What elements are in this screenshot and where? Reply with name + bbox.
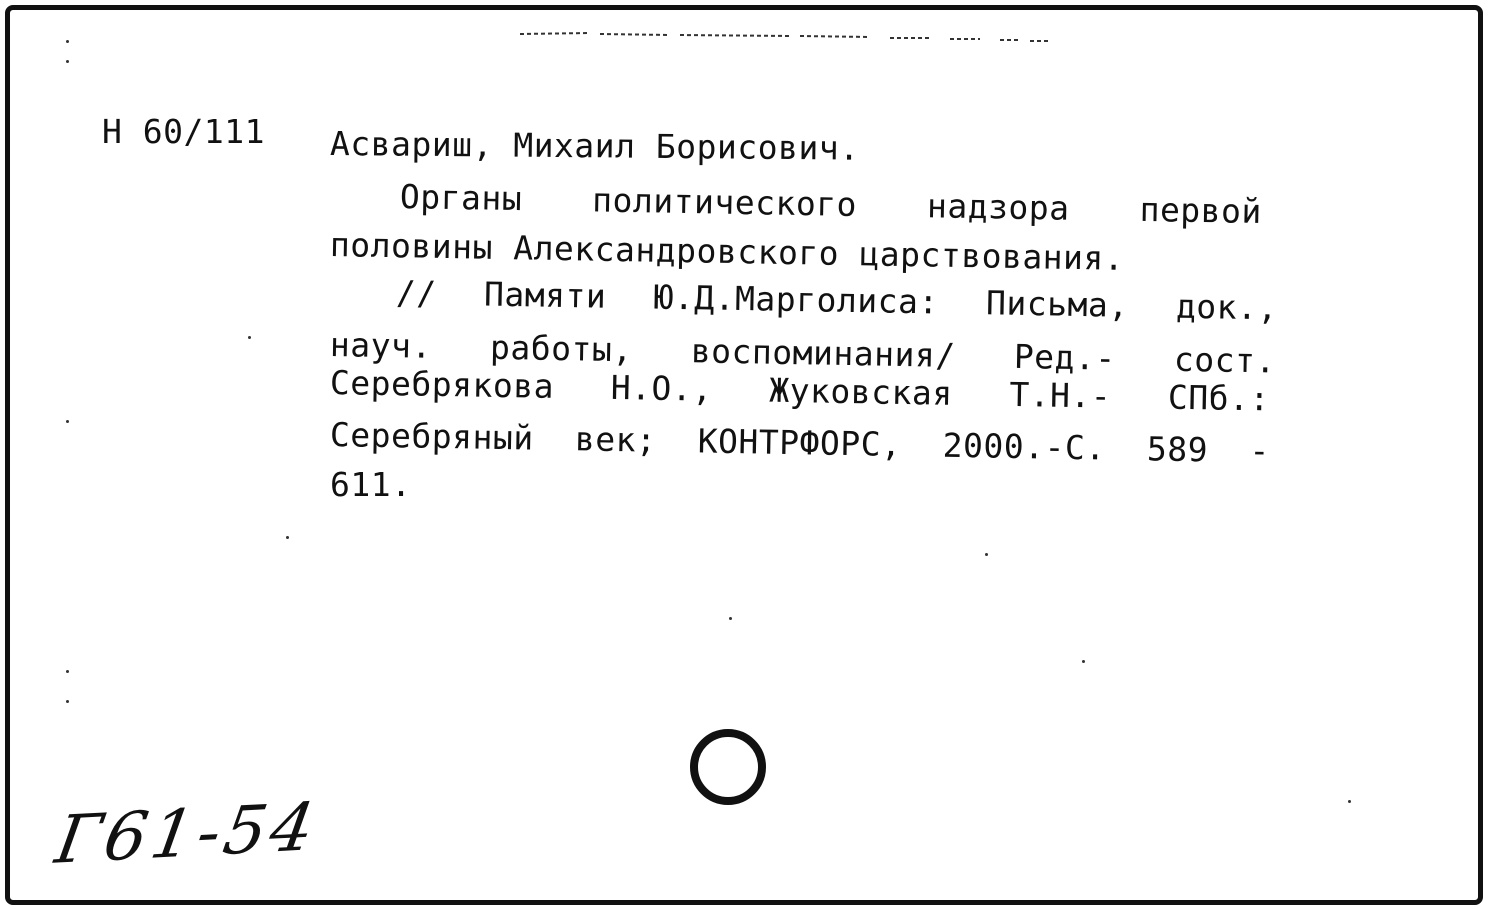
- source-word: Серебрякова: [329, 363, 555, 406]
- punch-hole: [690, 729, 766, 805]
- source-word: 2000.-С.: [942, 425, 1107, 468]
- title-line-2: половины Александровского царствования.: [329, 225, 1125, 278]
- scan-speck: [985, 553, 988, 556]
- call-number: Н 60/111: [102, 112, 265, 151]
- source-word: Ю.Д.Марголиса:: [653, 277, 940, 322]
- scan-speck: [66, 420, 69, 423]
- author-line: Асвариш, Михаил Борисович.: [329, 124, 860, 168]
- scan-noise: [330, 28, 1090, 48]
- title-word: первой: [1139, 189, 1263, 232]
- source-line-5: 611.: [330, 465, 412, 504]
- source-word: работы,: [489, 327, 633, 370]
- scan-speck: [286, 536, 289, 539]
- source-word: Жуковская: [769, 370, 953, 413]
- scan-speck: [1348, 800, 1351, 803]
- scan-speck: [66, 60, 69, 63]
- scan-speck: [729, 617, 732, 620]
- source-word: Ред.-: [1013, 336, 1117, 378]
- source-word: Серебряный: [329, 415, 534, 458]
- source-word: Письма,: [985, 283, 1130, 325]
- handwritten-code: Г61-54: [50, 788, 324, 879]
- source-word: КОНТРФОРС,: [697, 421, 902, 464]
- source-word: Т.Н.-: [1009, 374, 1112, 416]
- source-word: -: [1249, 431, 1271, 471]
- source-word: сост.: [1173, 339, 1277, 381]
- source-word: СПб.:: [1167, 377, 1271, 419]
- scan-noise-marks: [330, 28, 1090, 48]
- scan-speck: [66, 40, 69, 43]
- title-word: Органы: [399, 177, 523, 219]
- title-word: надзора: [926, 186, 1070, 228]
- title-word: политического: [591, 180, 858, 224]
- source-word: 589: [1146, 429, 1209, 470]
- source-word: воспоминания/: [690, 331, 956, 375]
- source-word: Памяти: [483, 274, 607, 316]
- source-word: науч.: [329, 325, 433, 366]
- source-word: век;: [574, 419, 657, 460]
- source-word: док.,: [1175, 286, 1279, 328]
- scan-speck: [66, 670, 69, 673]
- scan-speck: [1082, 660, 1085, 663]
- source-word: Н.О.,: [610, 367, 713, 409]
- scan-speck: [248, 336, 251, 339]
- scan-speck: [66, 700, 69, 703]
- source-word: //: [395, 273, 438, 313]
